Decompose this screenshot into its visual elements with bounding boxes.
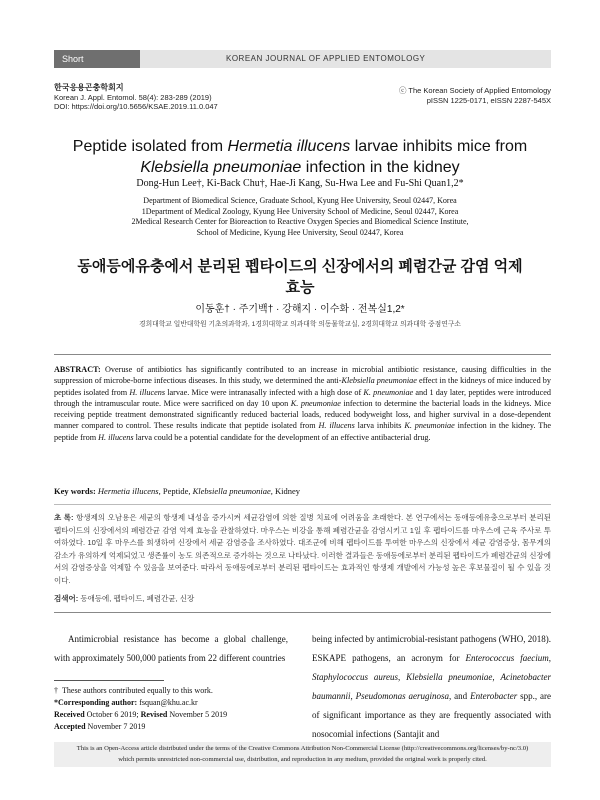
abstract-text: larva inhibits bbox=[354, 421, 405, 431]
abstract-species: K. pneumoniae bbox=[290, 398, 341, 408]
abstract-text: larva could be a potential candidate for the development of an effective antibacterial drug. bbox=[133, 432, 431, 442]
license-line: This is an Open-Access article distributed under the terms of the Creative Commons Attribution Non-Commercial License (http://creativecommons.org/licenses/by-nc/3.0) bbox=[76, 745, 529, 752]
corresponding-label: *Corresponding author: bbox=[54, 698, 138, 707]
received-label: Received bbox=[54, 710, 85, 719]
affiliations bbox=[40, 196, 560, 238]
body-text: , bbox=[548, 653, 551, 663]
affiliation-line: 1Department of Medical Zoology, Kyung Hee University School of Medicine, Seoul 02447, Korea bbox=[141, 206, 459, 216]
footnote-rule bbox=[54, 680, 164, 681]
abstract-text: larvae. Mice were intranasally infected with a high dose of bbox=[165, 387, 364, 397]
keyword: Klebsiella pneumoniae bbox=[192, 486, 271, 496]
abstract-species: K. pneumoniae bbox=[363, 387, 414, 397]
keywords bbox=[54, 486, 551, 496]
affiliation-line: School of Medicine, Kyung Hee University, Seoul 02447, Korea bbox=[196, 227, 404, 237]
citation-block bbox=[54, 83, 218, 112]
abstract-species: H. illucens bbox=[98, 432, 134, 442]
body-species: Acinetobacter baumannii bbox=[312, 672, 551, 701]
author-list: Dong-Hun Lee†, Ki-Back Chu†, Hae-Ji Kang, Su-Hwa Lee and Fu-Shi Quan1,2* bbox=[136, 178, 464, 189]
revised-date: November 5 2019 bbox=[167, 710, 228, 719]
equal-contribution-note: These authors contributed equally to this work. bbox=[62, 686, 213, 695]
dagger-symbol: † bbox=[54, 686, 58, 695]
abstract-text: Overuse of antibiotics has significantly contributed to an increase in microbial antibiotic resistance, causing difficulties in the suppression of microbe-borne infectious diseases. In this study, we determined the anti- bbox=[54, 365, 551, 386]
abstract-text: and 1 day later, peptides were introduced through the intramuscular route. Mice were sacrificed on day 10 upon bbox=[54, 387, 551, 408]
korean-abstract-text: 항생제의 오남용은 세균의 항생제 내성을 증가시켜 세균감염에 의한 질병 치료에 어려움을 초래한다. 본 연구에서는 동애등에유충으로부터 분리된 펩타이드의 신장에서의 폐렴간균 감염 억제 효능을 관찰하였다. 마우스는 비강을 통해 폐렴간균을 감염시키고 1일 후 펩타이드를 마우스에 근육 주사로 투여하였다. 10일 후 마우스를 희생하여 신장에서 세균 감염증을 조사하였다. 대조군에 비해 펩타이드를 투여한 마우스의 신장에서 세균 감염증상, 몸무게의 감소가 유의하게 억제되었고 생존률이 농도 의존적으로 증가하는 것으로 나타났다. 이러한 결과들은 동애등에로부터 분리된 펩타이드가 폐렴간균의 신장에서의 감염증상을 억제할 수 있음을 보여준다. 따라서 동애등에로부터 분리된 펩타이드는 효과적인 항생제 개발에서 가능성 높은 후보물질이 될 수 있을 것이다. bbox=[54, 513, 552, 585]
affiliation-line: Department of Biomedical Science, Graduate School, Kyung Hee University, Seoul 02447, Korea bbox=[143, 196, 457, 205]
title-text: infection in the kidney bbox=[301, 159, 460, 176]
body-text: spp., are of significant importance as they are frequently associated with nosocomial infections (Santajit and bbox=[312, 691, 551, 739]
body-text: , bbox=[350, 691, 356, 701]
korean-keywords-text: 동애등에, 펩타이드, 폐렴간균, 신장 bbox=[78, 594, 195, 603]
affiliation-line: 2Medical Research Center for Bioreaction to Reactive Oxygen Species and Biomedical Science Institute, bbox=[131, 217, 469, 226]
body-text: , and bbox=[449, 691, 471, 701]
abstract-species: H. illucens bbox=[318, 421, 355, 431]
revised-label: Revised bbox=[140, 710, 168, 719]
korean-author-list: 이동훈† · 주기백† · 강해지 · 이수화 · 전복실1,2* bbox=[195, 304, 405, 315]
abstract-species: Klebsiella pneumoniae bbox=[341, 376, 417, 386]
abstract-label: ABSTRACT: bbox=[54, 365, 101, 374]
license-line: which permits unrestricted non-commercial use, distribution, and reproduction in any medium, provided the original work is properly cited. bbox=[118, 756, 487, 763]
abstract bbox=[54, 364, 551, 443]
issn-numbers: pISSN 1225-0171, eISSN 2287-545X bbox=[426, 95, 551, 105]
abstract-species: H. illucens bbox=[129, 387, 166, 397]
keyword: , Kidney bbox=[270, 486, 301, 496]
keywords-label: Key words: bbox=[54, 486, 96, 496]
journal-name: KOREAN JOURNAL OF APPLIED ENTOMOLOGY bbox=[226, 54, 426, 63]
body-species: Staphylococcus aureus bbox=[312, 672, 398, 682]
header-bar bbox=[54, 50, 551, 82]
korean-abstract bbox=[54, 512, 551, 588]
korean-affiliation: 경희대학교 일반대학원 기초의과학과, 1경희대학교 의과대학 의동물학교실, 2경희대학교 의과대학 중점연구소 bbox=[139, 321, 461, 328]
abstract-text: infection in the kidney. The peptide from bbox=[54, 421, 551, 442]
divider bbox=[54, 612, 551, 613]
doi-link[interactable]: DOI: https://doi.org/10.5656/KSAE.2019.11.0.047 bbox=[54, 102, 218, 111]
korean-keywords bbox=[54, 593, 551, 604]
accepted-label: Accepted bbox=[54, 722, 86, 731]
title-species: Klebsiella pneumoniae bbox=[140, 159, 302, 176]
journal-korean-name: 한국응용곤충학회지 bbox=[54, 83, 124, 92]
divider bbox=[54, 354, 551, 355]
divider bbox=[54, 504, 551, 505]
citation-ref: Korean J. Appl. Entomol. 58(4): 283-289 (2019) bbox=[54, 92, 212, 102]
title-species: Hermetia illucens bbox=[227, 138, 351, 155]
keyword: Hermetia illucens bbox=[97, 486, 159, 496]
license-box bbox=[54, 742, 551, 767]
abstract-text: infection to determine the bacterial loads in the kidneys. Mice receiving peptide treatment demonstrated significantly reduced bacterial loads, reduced bodyweight loss, and higher survival in a dose-dependent manner compared to control. These results indicate that peptide isolated from bbox=[54, 398, 551, 431]
korean-title-line: 효능 bbox=[285, 279, 315, 296]
body-species: Enterobacter bbox=[470, 691, 518, 701]
issn-block bbox=[390, 86, 551, 105]
korean-title-line: 동애등에유충에서 분리된 펩타이드의 신장에서의 폐렴간균 감염 억제 bbox=[77, 258, 523, 275]
received-date: October 6 2019; bbox=[84, 710, 141, 719]
paper-title bbox=[40, 136, 560, 178]
body-text: being infected by antimicrobial-resistant pathogens (WHO, 2018). ESKAPE pathogens, an acronym for bbox=[312, 634, 551, 663]
abstract-text: effect in the kidneys of mice induced by peptides isolated from bbox=[54, 376, 551, 397]
corresponding-email[interactable]: fsquan@khu.ac.kr bbox=[137, 698, 198, 707]
accepted-date: November 7 2019 bbox=[85, 722, 146, 731]
body-species: Pseudomonas aeruginosa bbox=[355, 691, 450, 701]
abstract-species: K. pneumoniae bbox=[404, 421, 455, 431]
body-text: , bbox=[492, 672, 501, 682]
body-text: Antimicrobial resistance has become a global challenge, with approximately 500,000 patients from 22 different countries bbox=[54, 634, 288, 663]
korean-keywords-label: 검색어: bbox=[54, 594, 79, 603]
body-species: Enterococcus faecium bbox=[465, 653, 549, 663]
body-right-column bbox=[312, 630, 551, 744]
title-text: larvae inhibits mice from bbox=[350, 138, 528, 155]
body-species: Klebsiella pneumoniae bbox=[406, 672, 493, 682]
footnotes bbox=[54, 685, 288, 733]
title-text: Peptide isolated from bbox=[72, 138, 228, 155]
section-label: Short communication bbox=[54, 50, 140, 68]
body-left-column bbox=[54, 630, 288, 668]
keyword: , Peptide, bbox=[158, 486, 193, 496]
copyright-line: ⓒ The Korean Society of Applied Entomology bbox=[398, 86, 551, 95]
body-text: , bbox=[398, 672, 407, 682]
korean-title bbox=[40, 256, 560, 298]
korean-abstract-label: 초 록: bbox=[54, 513, 74, 522]
